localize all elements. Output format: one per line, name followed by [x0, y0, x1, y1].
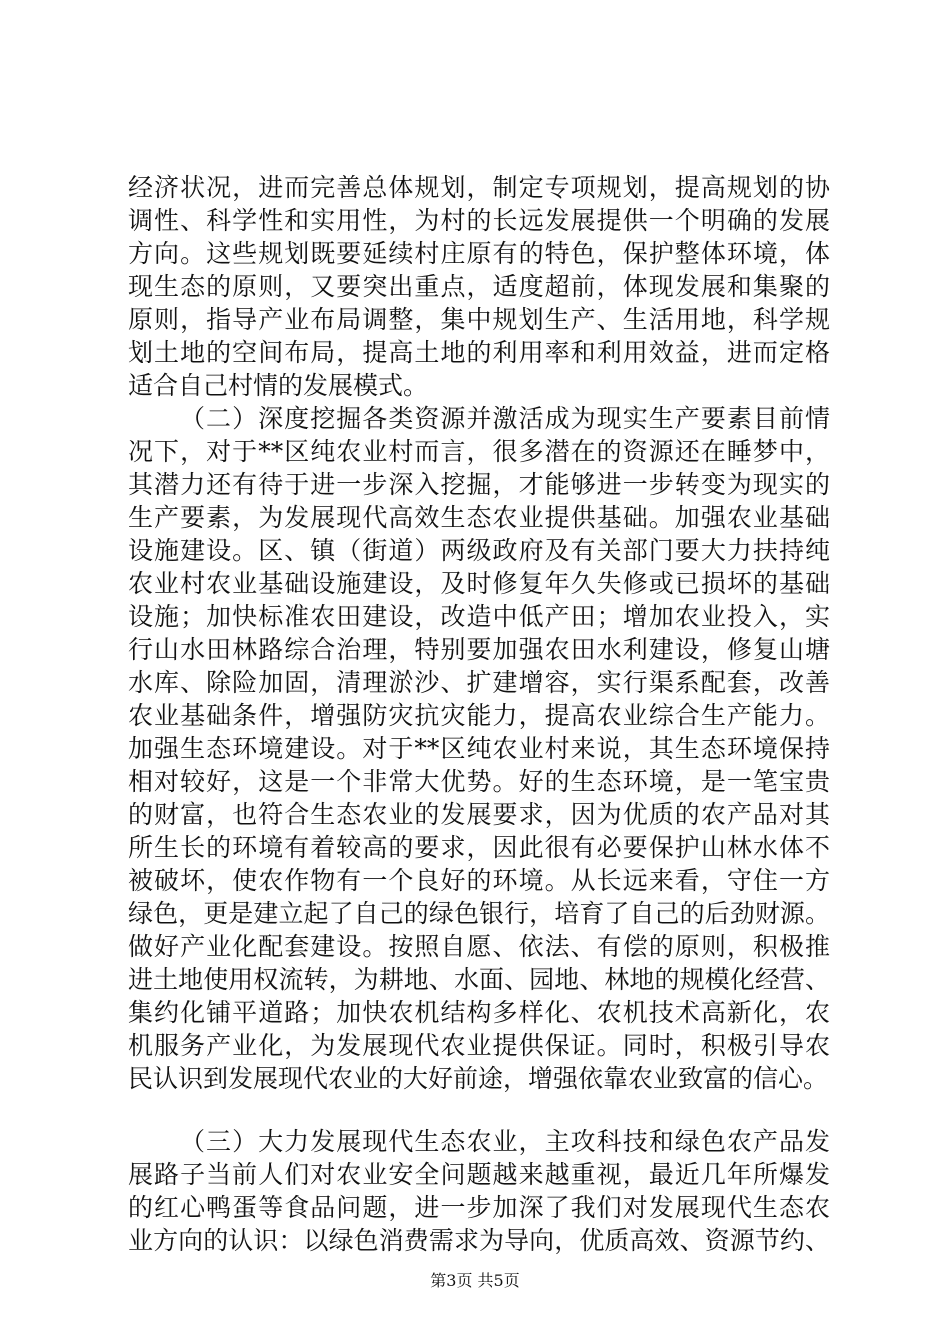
text-line: 农业村农业基础设施建设，及时修复年久失修或已损坏的基础: [128, 569, 830, 598]
text-line: 经济状况，进而完善总体规划，制定专项规划，提高规划的协: [128, 173, 830, 202]
text-line: 现生态的原则，又要突出重点，适度超前，体现发展和集聚的: [128, 272, 830, 301]
text-line: 进土地使用权流转，为耕地、水面、园地、林地的规模化经营、: [128, 965, 830, 994]
text-line: 况下，对于**区纯农业村而言，很多潜在的资源还在睡梦中，: [128, 437, 830, 466]
document-body: [128, 171, 830, 1257]
text-line: 设施；加快标准农田建设，改造中低产田；增加农业投入，实: [128, 602, 830, 631]
paragraph-gap: [128, 1095, 830, 1125]
text-line: 的财富，也符合生态农业的发展要求，因为优质的农产品对其: [128, 800, 830, 829]
text-line: 展路子当前人们对农业安全问题越来越重视，最近几年所爆发: [128, 1160, 830, 1189]
text-line: 行山水田林路综合治理，特别要加强农田水利建设，修复山塘: [128, 635, 830, 664]
text-line: 被破坏，使农作物有一个良好的环境。从长远来看，守住一方: [128, 866, 830, 895]
text-line: 所生长的环境有着较高的要求，因此很有必要保护山林水体不: [128, 833, 830, 862]
text-line: 适合自己村情的发展模式。: [128, 371, 429, 400]
text-line: 调性、科学性和实用性，为村的长远发展提供一个明确的发展: [128, 206, 830, 235]
text-line: 机服务产业化，为发展现代农业提供保证。同时，积极引导农: [128, 1031, 830, 1060]
page-number-footer: 第3页 共5页: [430, 1271, 520, 1290]
text-line: 加强生态环境建设。对于**区纯农业村来说，其生态环境保持: [128, 734, 830, 763]
text-line: 划土地的空间布局，提高土地的利用率和利用效益，进而定格: [128, 338, 830, 367]
text-line: 做好产业化配套建设。按照自愿、依法、有偿的原则，积极推: [128, 932, 830, 961]
text-line: 民认识到发展现代农业的大好前途，增强依靠农业致富的信心。: [128, 1064, 829, 1093]
text-line: 设施建设。区、镇（街道）两级政府及有关部门要大力扶持纯: [128, 536, 830, 565]
text-line: 其潜力还有待于进一步深入挖掘，才能够进一步转变为现实的: [128, 470, 830, 499]
text-line: 集约化铺平道路；加快农机结构多样化、农机技术高新化，农: [128, 998, 830, 1027]
text-line: 的红心鸭蛋等食品问题，进一步加深了我们对发展现代生态农: [128, 1193, 830, 1222]
text-line: 生产要素，为发展现代高效生态农业提供基础。加强农业基础: [128, 503, 830, 532]
text-line: 农业基础条件，增强防灾抗灾能力，提高农业综合生产能力。: [128, 701, 830, 730]
text-line: 方向。这些规划既要延续村庄原有的特色，保护整体环境，体: [128, 239, 830, 268]
section-heading-line: （二）深度挖掘各类资源并激活成为现实生产要素目前情: [180, 404, 830, 433]
text-line: 原则，指导产业布局调整，集中规划生产、生活用地，科学规: [128, 305, 830, 334]
text-line: 绿色，更是建立起了自己的绿色银行，培育了自己的后劲财源。: [128, 899, 830, 928]
text-line: 水库、除险加固，清理淤沙、扩建增容，实行渠系配套，改善: [128, 668, 830, 697]
text-line: 相对较好，这是一个非常大优势。好的生态环境，是一笔宝贵: [128, 767, 830, 796]
section-heading-line: （三）大力发展现代生态农业，主攻科技和绿色农产品发: [180, 1127, 830, 1156]
text-line: 业方向的认识：以绿色消费需求为导向，优质高效、资源节约、: [128, 1226, 830, 1255]
